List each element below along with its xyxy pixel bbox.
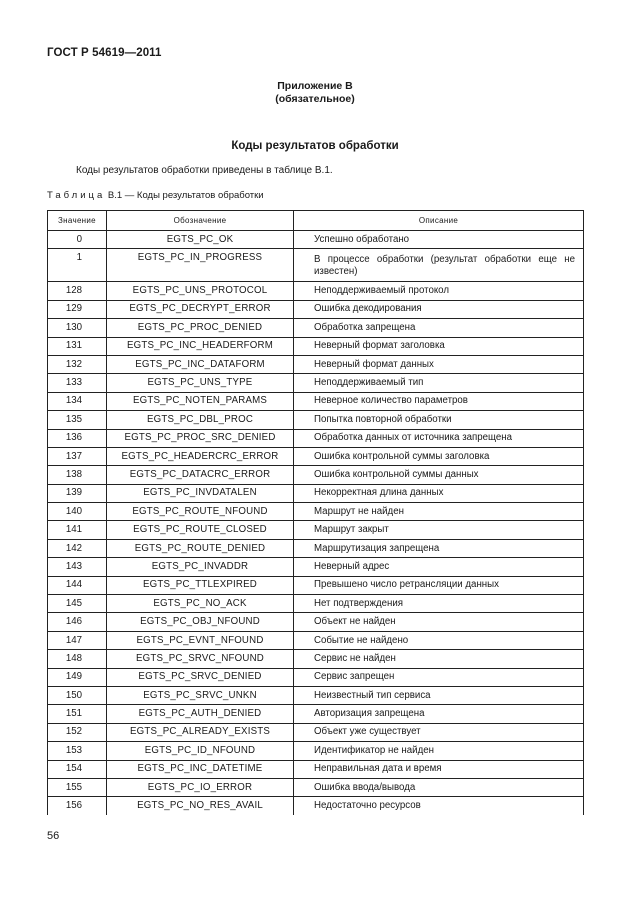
- cell-code: EGTS_PC_ALREADY_EXISTS: [107, 723, 294, 741]
- cell-description: Недостаточно ресурсов: [294, 797, 584, 815]
- annex-heading: [0, 80, 630, 106]
- table-row: [48, 558, 584, 576]
- cell-description: Ошибка контрольной суммы данных: [294, 466, 584, 484]
- cell-value: 140: [48, 503, 107, 521]
- cell-code: EGTS_PC_NO_ACK: [107, 595, 294, 613]
- cell-description: Объект не найден: [294, 613, 584, 631]
- cell-value: 135: [48, 411, 107, 429]
- cell-description: Маршрутизация запрещена: [294, 539, 584, 557]
- table-row: [48, 374, 584, 392]
- cell-description: Попытка повторной обработки: [294, 411, 584, 429]
- table-row: [48, 466, 584, 484]
- cell-description: Сервис запрещен: [294, 668, 584, 686]
- cell-description: Авторизация запрещена: [294, 705, 584, 723]
- cell-description: Маршрут закрыт: [294, 521, 584, 539]
- table-row: [48, 631, 584, 649]
- cell-value: 129: [48, 300, 107, 318]
- cell-description: Маршрут не найден: [294, 503, 584, 521]
- cell-value: 136: [48, 429, 107, 447]
- cell-code: EGTS_PC_PROC_SRC_DENIED: [107, 429, 294, 447]
- table-row: [48, 300, 584, 318]
- cell-code: EGTS_PC_ROUTE_CLOSED: [107, 521, 294, 539]
- table-row: [48, 484, 584, 502]
- cell-value: 134: [48, 392, 107, 410]
- cell-code: EGTS_PC_TTLEXPIRED: [107, 576, 294, 594]
- cell-description: Обработка данных от источника запрещена: [294, 429, 584, 447]
- cell-value: 144: [48, 576, 107, 594]
- cell-value: 152: [48, 723, 107, 741]
- table-row: [48, 613, 584, 631]
- document-header: ГОСТ Р 54619—2011: [47, 47, 162, 59]
- cell-code: EGTS_PC_ROUTE_DENIED: [107, 539, 294, 557]
- cell-description: Ошибка контрольной суммы заголовка: [294, 447, 584, 465]
- table-row: [48, 355, 584, 373]
- table-row: [48, 723, 584, 741]
- table-row: [48, 797, 584, 815]
- cell-value: 128: [48, 282, 107, 300]
- cell-code: EGTS_PC_DBL_PROC: [107, 411, 294, 429]
- page-number: 56: [47, 830, 60, 842]
- cell-value: 133: [48, 374, 107, 392]
- table-row: [48, 319, 584, 337]
- table-caption-prefix: Таблица: [47, 190, 106, 201]
- cell-code: EGTS_PC_HEADERCRC_ERROR: [107, 447, 294, 465]
- cell-value: 153: [48, 742, 107, 760]
- cell-code: EGTS_PC_INC_DATAFORM: [107, 355, 294, 373]
- table-row: [48, 447, 584, 465]
- table-row: [48, 650, 584, 668]
- cell-code: EGTS_PC_OK: [107, 231, 294, 249]
- cell-value: 147: [48, 631, 107, 649]
- cell-value: 155: [48, 778, 107, 796]
- cell-value: 132: [48, 355, 107, 373]
- table-row: [48, 742, 584, 760]
- cell-description: Превышено число ретрансляции данных: [294, 576, 584, 594]
- cell-code: EGTS_PC_SRVC_UNKN: [107, 686, 294, 704]
- section-title: Коды результатов обработки: [231, 140, 399, 152]
- cell-description: Некорректная длина данных: [294, 484, 584, 502]
- cell-description: Неправильная дата и время: [294, 760, 584, 778]
- cell-value: 131: [48, 337, 107, 355]
- table-row: [48, 392, 584, 410]
- cell-description: Неверное количество параметров: [294, 392, 584, 410]
- cell-description: Неверный адрес: [294, 558, 584, 576]
- cell-code: EGTS_PC_INVDATALEN: [107, 484, 294, 502]
- cell-code: EGTS_PC_IN_PROGRESS: [107, 249, 294, 282]
- cell-description: Неподдерживаемый тип: [294, 374, 584, 392]
- cell-value: 1: [48, 249, 107, 282]
- cell-value: 149: [48, 668, 107, 686]
- cell-value: 0: [48, 231, 107, 249]
- cell-value: 146: [48, 613, 107, 631]
- cell-value: 145: [48, 595, 107, 613]
- cell-value: 151: [48, 705, 107, 723]
- cell-code: EGTS_PC_OBJ_NFOUND: [107, 613, 294, 631]
- cell-value: 141: [48, 521, 107, 539]
- cell-code: EGTS_PC_IO_ERROR: [107, 778, 294, 796]
- table-header-row: [48, 211, 584, 231]
- cell-value: 154: [48, 760, 107, 778]
- result-codes-table: [47, 210, 584, 815]
- cell-description: Сервис не найден: [294, 650, 584, 668]
- table-row: [48, 668, 584, 686]
- table-caption-text: В.1 — Коды результатов обработки: [107, 190, 264, 201]
- cell-description: Событие не найдено: [294, 631, 584, 649]
- cell-description: Ошибка ввода/вывода: [294, 778, 584, 796]
- cell-value: 130: [48, 319, 107, 337]
- cell-value: 137: [48, 447, 107, 465]
- cell-code: EGTS_PC_INC_DATETIME: [107, 760, 294, 778]
- cell-code: EGTS_PC_DECRYPT_ERROR: [107, 300, 294, 318]
- annex-status: (обязательное): [275, 93, 355, 105]
- table-row: [48, 760, 584, 778]
- cell-code: EGTS_PC_INVADDR: [107, 558, 294, 576]
- cell-value: 142: [48, 539, 107, 557]
- table-row: [48, 337, 584, 355]
- cell-description: Нет подтверждения: [294, 595, 584, 613]
- intro-paragraph: Коды результатов обработки приведены в таблице В.1.: [76, 165, 333, 176]
- cell-description: Обработка запрещена: [294, 319, 584, 337]
- cell-description: Неверный формат заголовка: [294, 337, 584, 355]
- cell-description: Ошибка декодирования: [294, 300, 584, 318]
- cell-value: 139: [48, 484, 107, 502]
- table-row: [48, 705, 584, 723]
- column-header-description: Описание: [294, 211, 584, 231]
- cell-description: Объект уже существует: [294, 723, 584, 741]
- cell-description: Успешно обработано: [294, 231, 584, 249]
- table-row: [48, 411, 584, 429]
- cell-description: Неизвестный тип сервиса: [294, 686, 584, 704]
- cell-code: EGTS_PC_ID_NFOUND: [107, 742, 294, 760]
- cell-code: EGTS_PC_UNS_TYPE: [107, 374, 294, 392]
- cell-code: EGTS_PC_SRVC_NFOUND: [107, 650, 294, 668]
- table-caption: [47, 190, 264, 201]
- table-row: [48, 686, 584, 704]
- table-row: [48, 282, 584, 300]
- table-row: [48, 231, 584, 249]
- table-row: [48, 778, 584, 796]
- cell-value: 143: [48, 558, 107, 576]
- cell-code: EGTS_PC_SRVC_DENIED: [107, 668, 294, 686]
- table-row: [48, 521, 584, 539]
- cell-description: В процессе обработки (результат обработки еще не известен): [294, 249, 584, 282]
- table-row: [48, 429, 584, 447]
- column-header-value: Значение: [48, 211, 107, 231]
- cell-code: EGTS_PC_EVNT_NFOUND: [107, 631, 294, 649]
- table-row: [48, 249, 584, 282]
- annex-title: Приложение В: [277, 80, 353, 92]
- cell-description: Неверный формат данных: [294, 355, 584, 373]
- cell-value: 138: [48, 466, 107, 484]
- table-row: [48, 595, 584, 613]
- cell-description: Неподдерживаемый протокол: [294, 282, 584, 300]
- table-row: [48, 576, 584, 594]
- table-row: [48, 539, 584, 557]
- cell-value: 148: [48, 650, 107, 668]
- cell-code: EGTS_PC_NO_RES_AVAIL: [107, 797, 294, 815]
- cell-code: EGTS_PC_ROUTE_NFOUND: [107, 503, 294, 521]
- column-header-code: Обозначение: [107, 211, 294, 231]
- cell-value: 150: [48, 686, 107, 704]
- cell-code: EGTS_PC_DATACRC_ERROR: [107, 466, 294, 484]
- cell-code: EGTS_PC_UNS_PROTOCOL: [107, 282, 294, 300]
- cell-code: EGTS_PC_AUTH_DENIED: [107, 705, 294, 723]
- cell-code: EGTS_PC_PROC_DENIED: [107, 319, 294, 337]
- cell-description: Идентификатор не найден: [294, 742, 584, 760]
- cell-value: 156: [48, 797, 107, 815]
- cell-code: EGTS_PC_NOTEN_PARAMS: [107, 392, 294, 410]
- table-row: [48, 503, 584, 521]
- cell-code: EGTS_PC_INC_HEADERFORM: [107, 337, 294, 355]
